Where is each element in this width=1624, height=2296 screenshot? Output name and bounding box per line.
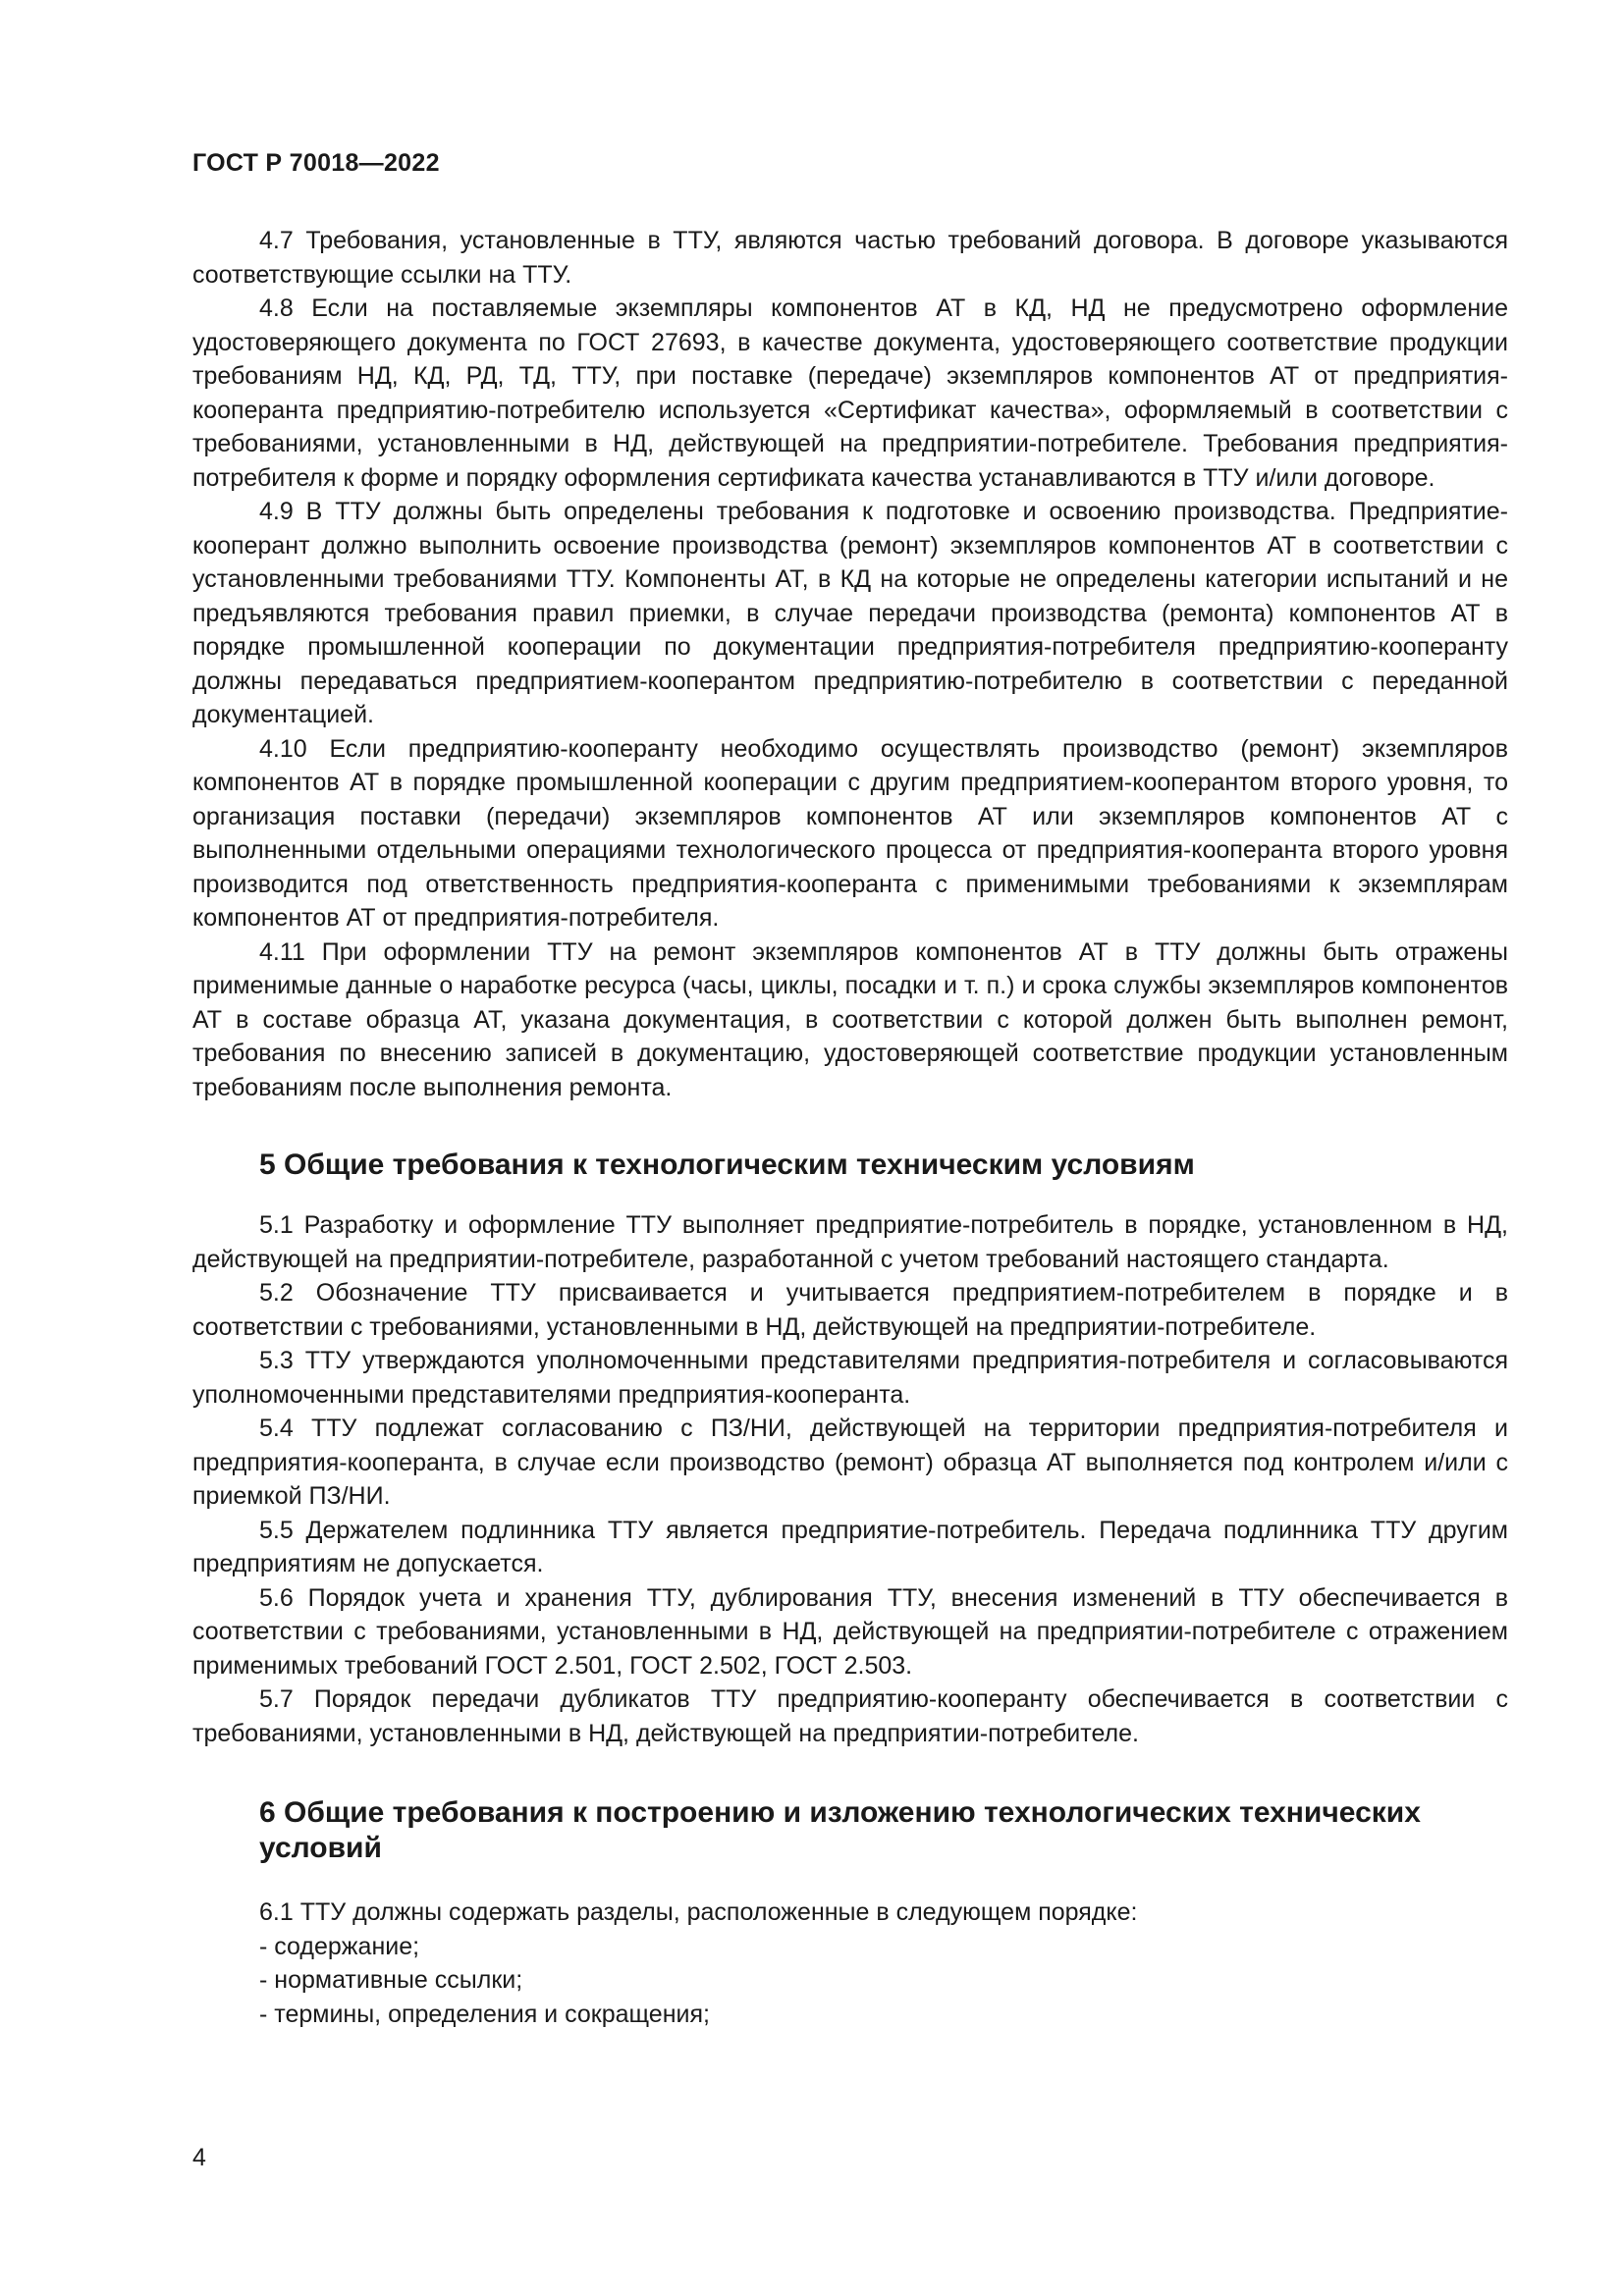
paragraph-4-11: 4.11 При оформлении ТТУ на ремонт экземпляров компонентов АТ в ТТУ должны быть отражены применимые данные о наработке ресурса (часы, циклы, посадки и т. п.) и срока службы экземпляров компонентов АТ в составе образца АТ, указана документация, в соответствии с которой должен быть выполнен ремонт, требования по внесению записей в документацию, удостоверяющей соответствие продукции установленным требованиям после выполнения ремонта.: [192, 937, 1508, 1101]
paragraph-5-6: 5.6 Порядок учета и хранения ТТУ, дублирования ТТУ, внесения изменений в ТТУ обеспечивается в соответствии с требованиями, установленными в НД, действующей на предприятии-потребителе с отражением применимых требований ГОСТ 2.501, ГОСТ 2.502, ГОСТ 2.503.: [192, 1583, 1508, 1680]
paragraph-5-2: 5.2 Обозначение ТТУ присваивается и учитывается предприятием-потребителем в порядке и в соответствии с требованиями, установленными в НД, действующей на предприятии-потребителе.: [192, 1279, 1508, 1341]
document-code: ГОСТ Р 70018—2022: [192, 149, 440, 177]
list-item: - нормативные ссылки;: [192, 1963, 1508, 1998]
paragraph-5-3: 5.3 ТТУ утверждаются уполномоченными представителями предприятия-потребителя и согласовываются уполномоченными представителями предприятия-кооперанта.: [192, 1347, 1508, 1409]
list-item: - содержание;: [192, 1930, 1508, 1964]
paragraph-5-5: 5.5 Держателем подлинника ТТУ является предприятие-потребитель. Передача подлинника ТТУ другим предприятиям не допускается.: [192, 1516, 1508, 1577]
paragraph-6-1: 6.1 ТТУ должны содержать разделы, расположенные в следующем порядке:: [259, 1898, 1138, 1926]
paragraph-5-1: 5.1 Разработку и оформление ТТУ выполняет предприятие-потребитель в порядке, установленном в НД, действующей на предприятии-потребителе, разработанной с учетом требований настоящего стандарта.: [192, 1211, 1508, 1273]
paragraph-4-7: 4.7 Требования, установленные в ТТУ, являются частью требований договора. В договоре указываются соответствующие ссылки на ТТУ.: [192, 227, 1508, 289]
document-body: [192, 224, 1508, 2031]
paragraph-4-8: 4.8 Если на поставляемые экземпляры компонентов АТ в КД, НД не предусмотрено оформление удостоверяющего документа по ГОСТ 27693, в качестве документа, удостоверяющего соответствие продукции требованиям НД, КД, РД, ТД, ТТУ, при поставке (передаче) экземпляров компонентов АТ от предприятия-кооперанта предприятию-потребителю используется «Сертификат качества», оформляемый в соответствии с требованиями, установленными в НД, действующей на предприятии-потребителе. Требования предприятия-потребителя к форме и порядку оформления сертификата качества устанавливаются в ТТУ и/или договоре.: [192, 294, 1508, 492]
section-6-heading: 6 Общие требования к построению и изложению технологических технических условий: [259, 1796, 1421, 1864]
page-number: 4: [192, 2144, 206, 2171]
section-5-heading: 5 Общие требования к технологическим техническим условиям: [259, 1148, 1195, 1181]
paragraph-4-10: 4.10 Если предприятию-кооперанту необходимо осуществлять производство (ремонт) экземпляров компонентов АТ в порядке промышленной кооперации с другим предприятием-кооперантом второго уровня, то организация поставки (передачи) экземпляров компонентов АТ или экземпляров компонентов АТ с выполненными отдельными операциями технологического процесса от предприятия-кооперанта второго уровня производится под ответственность предприятия-кооперанта с применимыми требованиями к экземплярам компонентов АТ от предприятия-потребителя.: [192, 734, 1508, 932]
paragraph-5-7: 5.7 Порядок передачи дубликатов ТТУ предприятию-кооперанту обеспечивается в соответствии с требованиями, установленными в НД, действующей на предприятии-потребителе.: [192, 1685, 1508, 1747]
section-list: [192, 1930, 1508, 2032]
paragraph-5-4: 5.4 ТТУ подлежат согласованию с ПЗ/НИ, действующей на территории предприятия-потребителя и предприятия-кооперанта, в случае если производство (ремонт) образца АТ выполняется под контролем и/или с приемкой ПЗ/НИ.: [192, 1415, 1508, 1510]
list-item: - термины, определения и сокращения;: [192, 1998, 1508, 2032]
paragraph-4-9: 4.9 В ТТУ должны быть определены требования к подготовке и освоению производства. Предприятие-кооперант должно выполнить освоение производства (ремонт) экземпляров компонентов АТ в соответствии с установленными требованиями ТТУ. Компоненты АТ, в КД на которые не определены категории испытаний и не предъявляются требования правил приемки, в случае передачи производства (ремонта) компонентов АТ в порядке промышленной кооперации по документации предприятия-потребителя предприятию-кооперанту должны передаваться предприятием-кооперантом предприятию-потребителю в соответствии с переданной документацией.: [192, 498, 1508, 728]
